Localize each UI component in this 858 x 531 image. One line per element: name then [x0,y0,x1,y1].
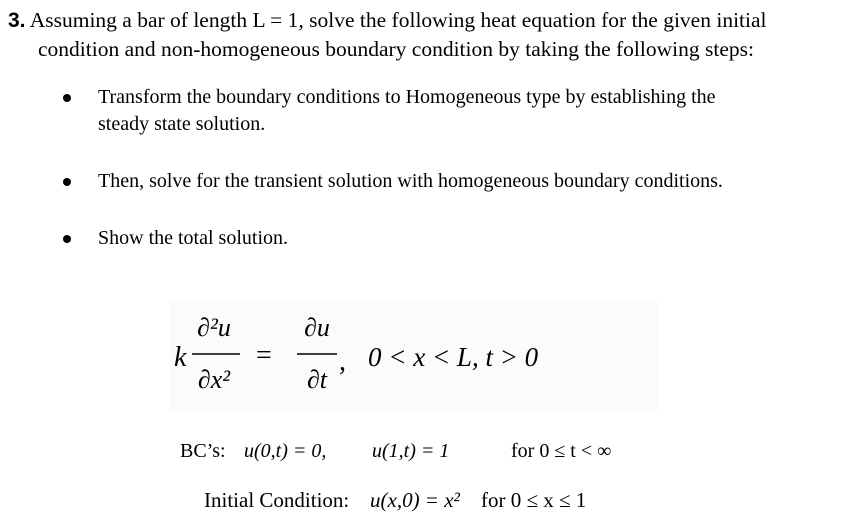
equation-domain: 0 < x < L, t > 0 [368,342,539,372]
bullet-icon [63,94,71,102]
equation-comma: , [339,346,346,377]
coefficient-k: k [174,342,187,373]
equals-sign: = [256,340,272,371]
boundary-conditions [0,438,858,466]
bc-range: for 0 ≤ t < ∞ [511,440,612,462]
equation-graphic [170,300,658,412]
ic-label: Initial Condition: [204,488,350,512]
step-line: Show the total solution. [98,227,288,249]
bc-right: u(1,t) = 1 [372,440,450,462]
step-text [98,84,818,138]
ic-range: for 0 ≤ x ≤ 1 [481,488,587,512]
ic-condition: u(x,0) = x² [370,488,460,512]
heat-equation [170,300,658,412]
lhs-denominator: ∂x² [197,365,231,394]
problem-text-line1: Assuming a bar of length L = 1, solve the following heat equation for the given initial [29,8,767,32]
step-text [98,168,818,195]
step-text [98,225,818,252]
rhs-denominator: ∂t [306,365,328,394]
bc-left: u(0,t) = 0, [244,440,327,462]
step-line: Then, solve for the transient solution with homogeneous boundary conditions. [98,170,723,192]
problem-text-line2: condition and non-homogeneous boundary condition by taking the following steps: [38,37,754,61]
rhs-numerator: ∂u [304,313,330,342]
initial-condition [0,487,858,517]
bullet-icon [63,178,71,186]
step-line: Transform the boundary conditions to Homogeneous type by establishing the [98,86,716,108]
problem-statement [8,6,853,64]
step-line: steady state solution. [98,113,266,135]
problem-number: 3. [8,9,26,32]
bullet-icon [63,235,71,243]
lhs-numerator: ∂²u [197,313,231,342]
bc-label: BC’s: [180,440,226,462]
